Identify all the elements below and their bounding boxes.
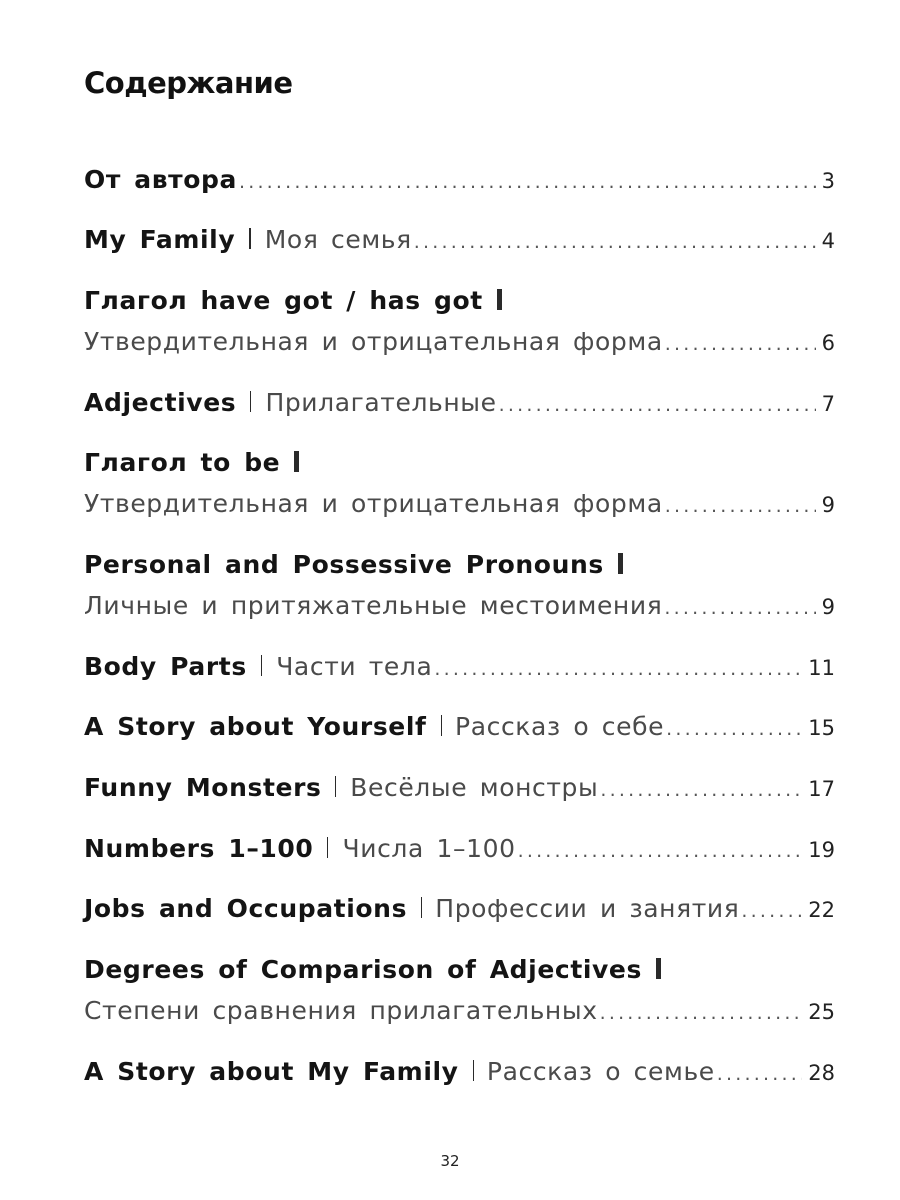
toc-entry-subtitle: Степени сравнения прилагательных xyxy=(84,996,598,1025)
page-number-footer: 32 xyxy=(440,1152,460,1170)
toc-entry-title: Degrees of Comparison of Adjectives xyxy=(84,955,642,984)
dot-leader xyxy=(518,834,803,868)
toc-page-number: 25 xyxy=(808,1000,835,1024)
separator-bar xyxy=(441,715,442,736)
separator-bar xyxy=(294,451,299,472)
toc-entry-title: Глагол have got / has got xyxy=(84,286,483,315)
toc-entry-title: От автора xyxy=(84,165,237,194)
toc-entry-subtitle: Числа 1–100 xyxy=(342,834,516,863)
toc-entry-subtitle: Весёлые монстры xyxy=(350,773,599,802)
toc-page-number: 28 xyxy=(808,1061,835,1085)
dot-leader xyxy=(499,388,816,422)
toc-entry-title: Funny Monsters xyxy=(84,773,322,802)
dot-leader xyxy=(665,327,816,361)
toc-page-number: 19 xyxy=(808,838,835,862)
toc-entry-subtitle: Утвердительная и отрицательная форма xyxy=(84,327,663,356)
toc-page-number: 15 xyxy=(808,716,835,740)
toc-entry-subtitle: Моя семья xyxy=(264,225,412,254)
toc-page-number: 9 xyxy=(821,493,835,517)
toc-entry-title: Jobs and Occupations xyxy=(84,894,408,923)
dot-leader xyxy=(434,652,802,686)
separator-bar xyxy=(497,289,502,310)
toc-entry-title: A Story about Yourself xyxy=(84,712,427,741)
separator-bar xyxy=(249,228,251,249)
separator-bar xyxy=(261,655,262,676)
toc-entry-title: Глагол to be xyxy=(84,448,281,477)
separator-bar xyxy=(327,837,328,858)
dot-leader xyxy=(414,225,816,259)
toc-page-number: 6 xyxy=(821,331,835,355)
dot-leader xyxy=(666,712,802,746)
separator-bar xyxy=(335,776,336,797)
toc-entry-subtitle: Утвердительная и отрицательная форма xyxy=(84,489,663,518)
page-title: Содержание xyxy=(84,66,293,100)
toc-entry-title: Body Parts xyxy=(84,652,247,681)
toc-entry-subtitle: Прилагательные xyxy=(265,388,497,417)
dot-leader xyxy=(717,1057,802,1091)
dot-leader xyxy=(239,165,816,199)
toc-entry-title: My Family xyxy=(84,225,236,254)
dot-leader xyxy=(741,894,802,928)
toc-page-number: 9 xyxy=(821,595,835,619)
dot-leader xyxy=(600,996,803,1030)
dot-leader xyxy=(664,591,815,625)
toc-page-number: 11 xyxy=(808,656,835,680)
toc-page-number: 7 xyxy=(821,392,835,416)
separator-bar xyxy=(656,958,661,979)
toc-page-number: 3 xyxy=(821,169,835,193)
toc-page-number: 22 xyxy=(808,898,835,922)
toc-page-number: 17 xyxy=(808,777,835,801)
toc-entry-subtitle: Личные и притяжательные местоимения xyxy=(84,591,663,620)
toc-entry-title: Personal and Possessive Pronouns xyxy=(84,550,604,579)
toc-page-number: 4 xyxy=(821,229,835,253)
dot-leader xyxy=(665,489,816,523)
toc-entry-title: Numbers 1–100 xyxy=(84,834,314,863)
toc-entry-subtitle: Профессии и занятия xyxy=(435,894,740,923)
toc-entry-subtitle: Рассказ о себе xyxy=(455,712,665,741)
toc-entry-title: A Story about My Family xyxy=(84,1057,459,1086)
dot-leader xyxy=(600,773,802,807)
separator-bar xyxy=(618,553,623,574)
separator-bar xyxy=(250,391,251,412)
toc-entry-title: Adjectives xyxy=(84,388,237,417)
toc-entry-subtitle: Части тела xyxy=(276,652,433,681)
toc-entry-subtitle: Рассказ о семье xyxy=(486,1057,715,1086)
